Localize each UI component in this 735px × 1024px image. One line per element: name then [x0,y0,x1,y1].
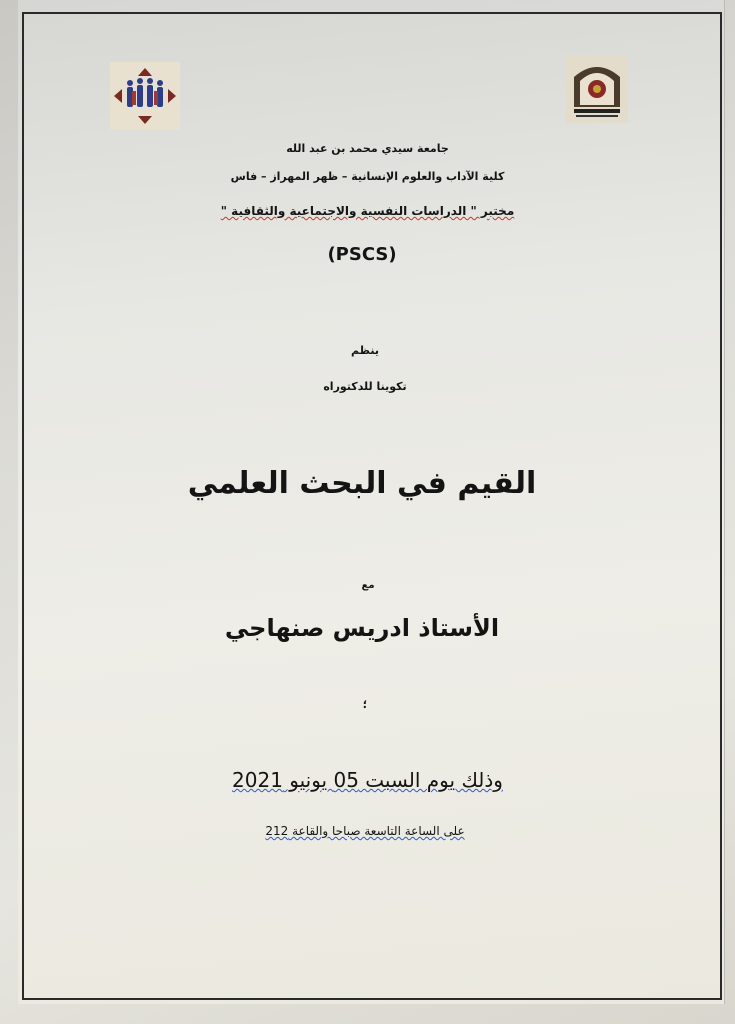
organizes-label: ينظم [351,344,379,357]
university-name: جامعة سيدي محمد بن عبد الله [286,142,449,155]
page-title: القيم في البحث العلمي [187,466,537,501]
lab-acronym: (PSCS) [327,244,397,265]
list-marker: ؛ [362,698,368,711]
lab-name [0,204,735,218]
professor-name: الأستاذ ادريس صنهاجي [224,614,500,642]
university-logo-icon [566,55,628,123]
time-place-line [0,824,730,838]
date-line-text: وذلك يوم السبت 05 يونيو 2021 [232,768,503,792]
page-border [22,12,722,1000]
doctoral-training-label: تكوينا للدكتوراه [323,380,407,393]
time-place-text: على الساعة التاسعة صباحا والقاعة 212 [265,824,465,838]
lab-logo-icon [110,62,180,130]
faculty-name: كلية الآداب والعلوم الإنسانية – ظهر المهراز – فاس [230,170,505,183]
lab-name-text: مختبر " الدراسات النفسية والاجتماعية والثقافية " [220,204,515,218]
with-label: مع [361,580,375,591]
date-line [0,768,735,792]
